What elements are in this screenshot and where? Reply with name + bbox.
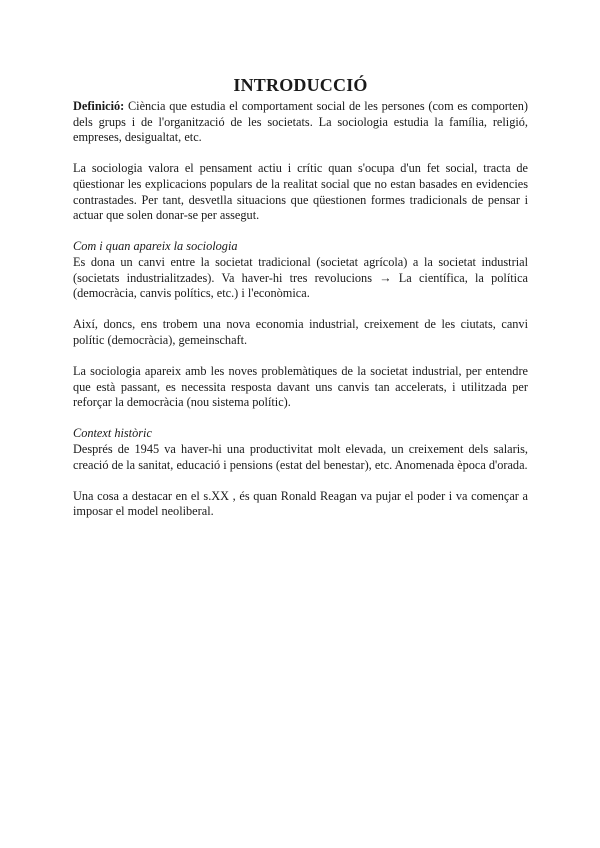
definition-paragraph — [73, 99, 528, 146]
origin-paragraph-1: Es dona un canvi entre la societat tradicional (societat agrícola) a la societat industrial (societats industrialitzades). Va haver-hi tres revolucions → La científica, la política (democràcia, canvis polítics, etc.) i l'econòmica. — [73, 254, 528, 301]
document-page — [73, 74, 528, 520]
context-paragraph-2: Una cosa a destacar en el s.XX , és quan Ronald Reagan va pujar el poder i va començar a imposar el model neoliberal. — [73, 488, 528, 519]
origin-paragraph-2: Així, doncs, ens trobem una nova economia industrial, creixement de les ciutats, canvi polític (democràcia), gemeinschaft. — [73, 317, 528, 347]
spacer — [73, 411, 528, 427]
spacer — [73, 473, 528, 489]
section-heading-context: Context històric — [73, 426, 152, 441]
section-heading-origin: Com i quan apareix la sociologia — [73, 239, 238, 254]
context-paragraph-1: Després de 1945 va haver-hi una productivitat molt elevada, un creixement dels salaris, creació de la sanitat, educació i pensions (estat del benestar), etc. Anomenada època d'orada. — [73, 442, 528, 472]
spacer — [73, 146, 528, 162]
page-title: INTRODUCCIÓ — [233, 75, 368, 95]
spacer — [73, 349, 528, 365]
critical-thinking-paragraph: La sociologia valora el pensament actiu i crític quan s'ocupa d'un fet social, tracta de qüestionar les explicacions populars de la realitat social que no estan basades en evidencies contrastades. Per tant, desvetlla situacions que qüestionen formes tradicionals de pensar i actuar que solen donar-se per assegut. — [73, 161, 528, 223]
definition-label: Definició: — [73, 99, 125, 113]
origin-paragraph-3: La sociologia apareix amb les noves problemàtiques de la societat industrial, per entendre que està passant, es necessita resposta davant uns canvis tan accelerats, i utilitzada per reforçar la democràcia (nou sistema polític). — [73, 364, 528, 410]
definition-text: Ciència que estudia el comportament social de les persones (com es comporten) dels grups i de l'organització de les societats. La sociologia estudia la família, religió, empreses, desigualtat, etc. — [73, 99, 528, 145]
spacer — [73, 302, 528, 318]
spacer — [73, 224, 528, 240]
